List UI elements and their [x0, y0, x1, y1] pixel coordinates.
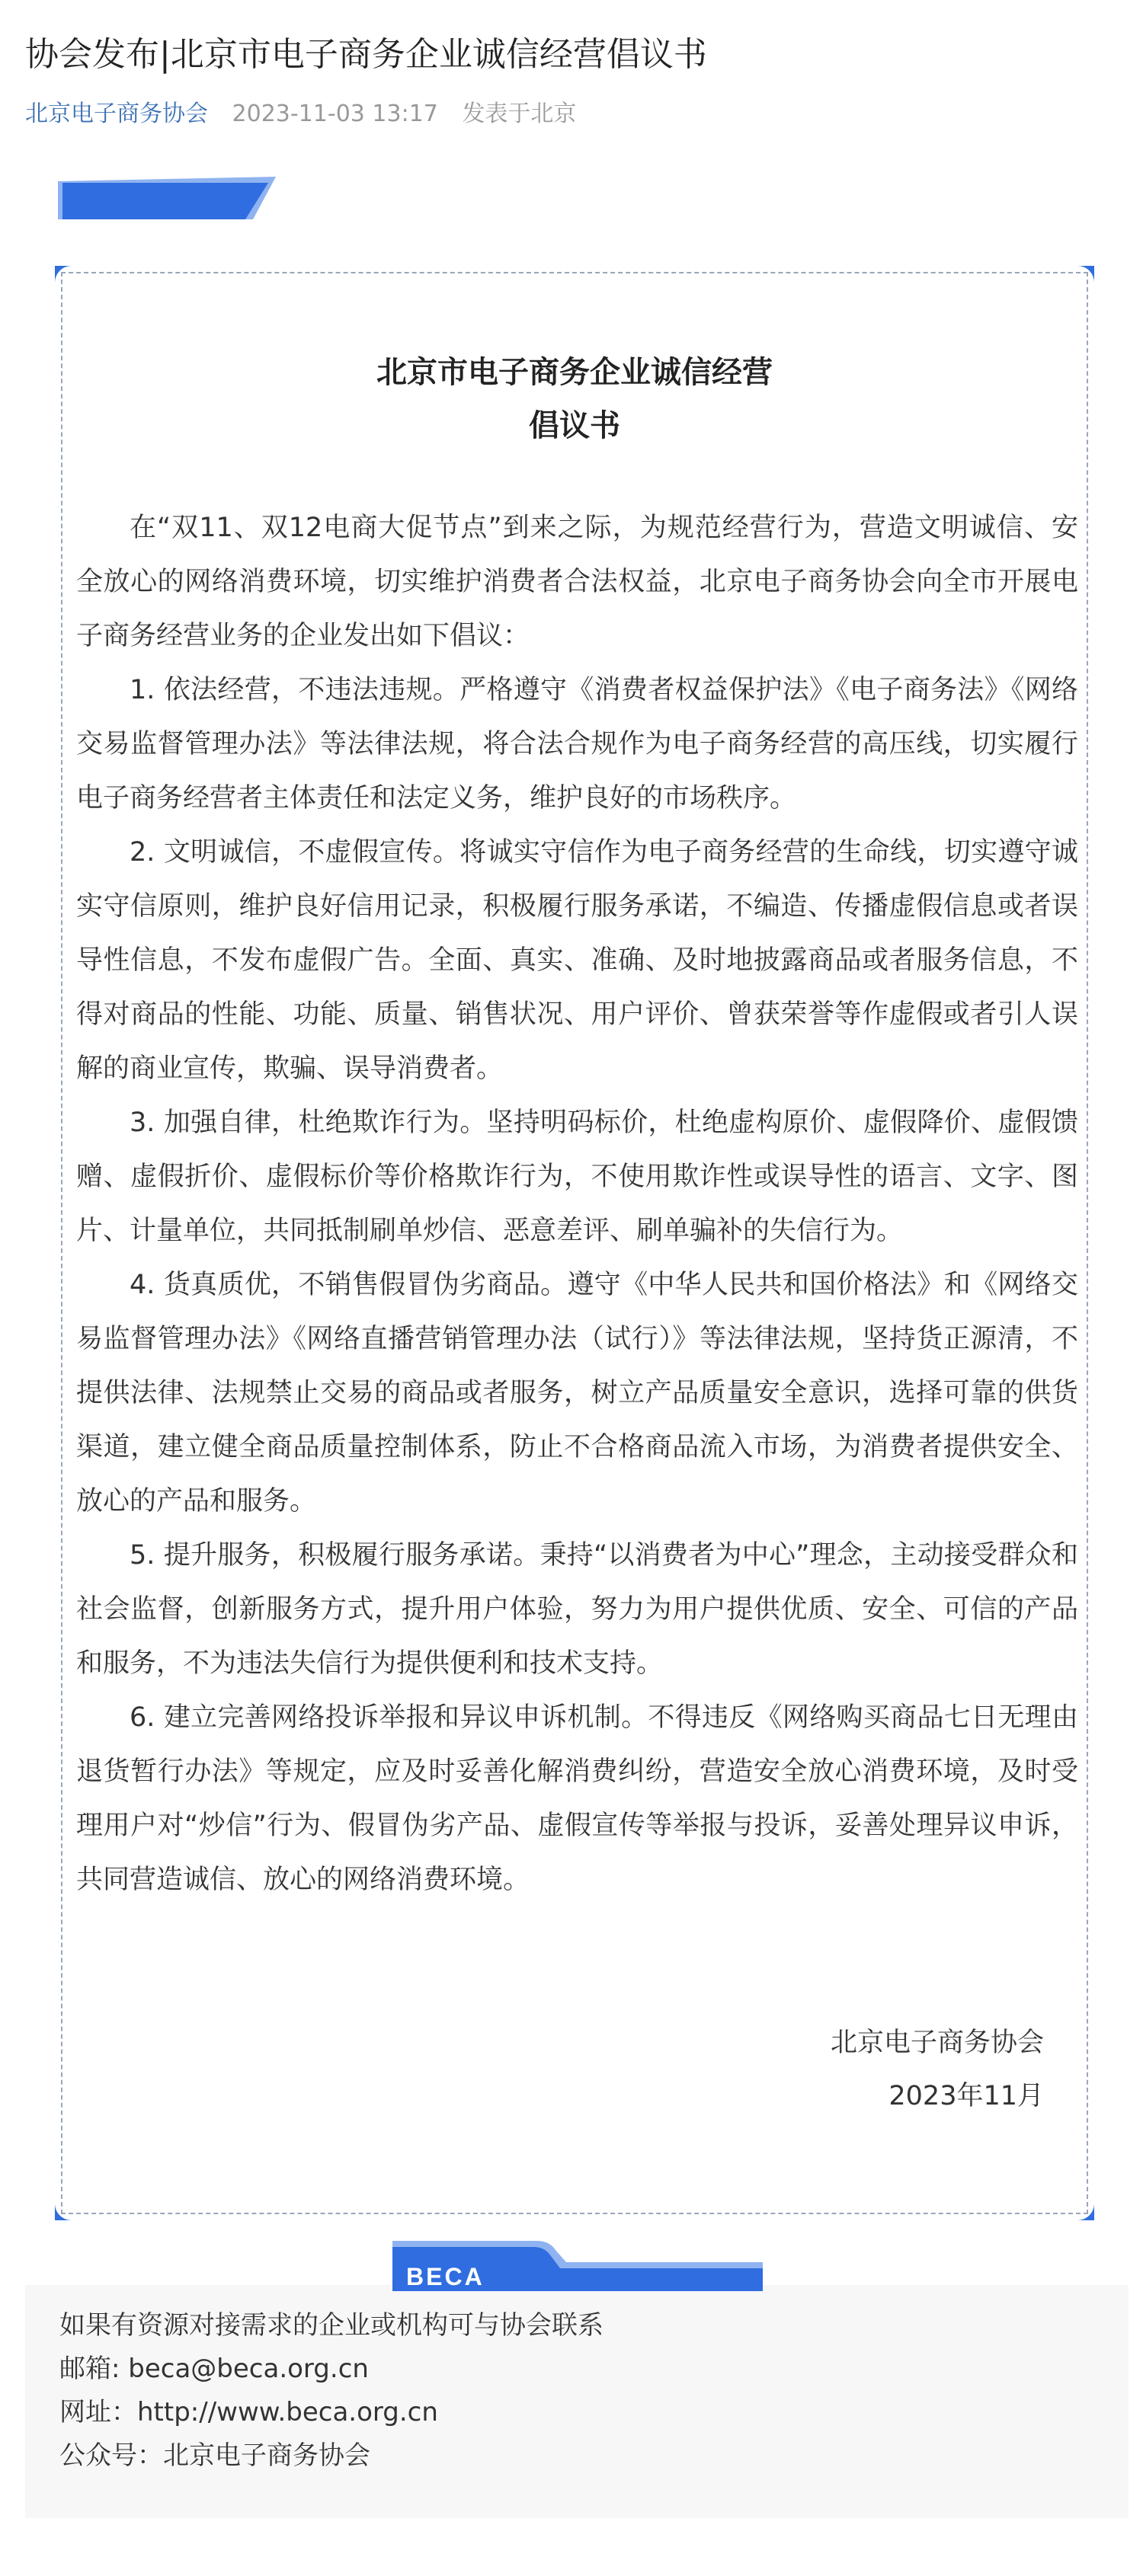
paragraph-item-2: 2. 文明诚信，不虚假宣传。将诚实守信作为电子商务经营的生命线，切实遵守诚实守信原则，维护良好信用记录，积极履行服务承诺，不编造、传播虚假信息或者误导性信息，不发布虚假广告。全面、真实、准确、及时地披露商品或者服务信息，不得对商品的性能、功能、质量、销售状况、用户评价、曾获荣誉等作虚假或者引人误解的商业宣传，欺骗、误导消费者。 — [76, 837, 1078, 1084]
proposal-body — [76, 501, 1078, 1907]
contact-box — [25, 2285, 1129, 2518]
beca-label: BECA — [406, 2263, 485, 2290]
document-title-line2: 倡议书 — [529, 408, 620, 443]
signature-date: 2023年11月 — [888, 2081, 1044, 2111]
decorative-banner — [58, 177, 276, 219]
frame-corner-bottom-left — [55, 2204, 72, 2220]
contact-intro: 如果有资源对接需求的企业或机构可与协会联系 — [59, 2310, 604, 2341]
paragraph-item-3: 3. 加强自律，杜绝欺诈行为。坚持明码标价，杜绝虚构原价、虚假降价、虚假馈赠、虚假折价、虚假标价等价格欺诈行为，不使用欺诈性或误导性的语言、文字、图片、计量单位，共同抵制刷单炒信、恶意差评、刷单骗补的失信行为。 — [76, 1107, 1078, 1246]
paragraph-item-4: 4. 货真质优，不销售假冒伪劣商品。遵守《中华人民共和国价格法》和《网络交易监督管理办法》《网络直播营销管理办法（试行）》等法律法规，坚持货正源清，不提供法律、法规禁止交易的商品或者服务，树立产品质量安全意识，选择可靠的供货渠道，建立健全商品质量控制体系，防止不合格商品流入市场，为消费者提供安全、放心的产品和服务。 — [76, 1270, 1078, 1517]
signature-block — [831, 2016, 1044, 2123]
paragraph-item-5: 5. 提升服务，积极履行服务承诺。秉持“以消费者为中心”理念，主动接受群众和社会监督，创新服务方式，提升用户体验，努力为用户提供优质、安全、可信的产品和服务，不为违法失信行为提供便利和技术支持。 — [76, 1540, 1078, 1679]
frame-corner-top-right — [1077, 266, 1094, 283]
frame-corner-top-left — [55, 266, 72, 283]
paragraph-item-6: 6. 建立完善网络投诉举报和异议申诉机制。不得违反《网络购买商品七日无理由退货暂行办法》等规定，应及时妥善化解消费纠纷，营造安全放心消费环境，及时受理用户对“炒信”行为、假冒伪劣产品、虚假宣传等举报与投诉，妥善处理异议申诉，共同营造诚信、放心的网络消费环境。 — [76, 1702, 1078, 1895]
publish-location: 发表于北京 — [462, 101, 577, 127]
author-link[interactable]: 北京电子商务协会 — [25, 101, 208, 127]
contact-email[interactable]: 邮箱: beca@beca.org.cn — [59, 2354, 369, 2384]
signature-org: 北京电子商务协会 — [830, 2028, 1044, 2058]
contact-wechat: 公众号：北京电子商务协会 — [59, 2440, 370, 2471]
beca-tab — [392, 2235, 763, 2291]
paragraph-item-1: 1. 依法经营，不违法违规。严格遵守《消费者权益保护法》《电子商务法》《网络交易监督管理办法》等法律法规，将合法合规作为电子商务经营的高压线，切实履行电子商务经营者主体责任和法定义务，维护良好的市场秩序。 — [76, 675, 1078, 813]
publish-date: 2023-11-03 13:17 — [232, 101, 438, 127]
document-title-line1: 北京市电子商务企业诚信经营 — [376, 355, 773, 390]
article-title: 协会发布|北京市电子商务企业诚信经营倡议书 — [25, 35, 707, 74]
paragraph-intro: 在“双11、双12电商大促节点”到来之际，为规范经营行为，营造文明诚信、安全放心的网络消费环境，切实维护消费者合法权益，北京电子商务协会向全市开展电子商务经营业务的企业发出如下倡议： — [76, 513, 1078, 651]
frame-corner-bottom-right — [1077, 2204, 1094, 2220]
article-meta — [25, 97, 576, 131]
contact-website[interactable]: 网址：http://www.beca.org.cn — [59, 2397, 438, 2427]
